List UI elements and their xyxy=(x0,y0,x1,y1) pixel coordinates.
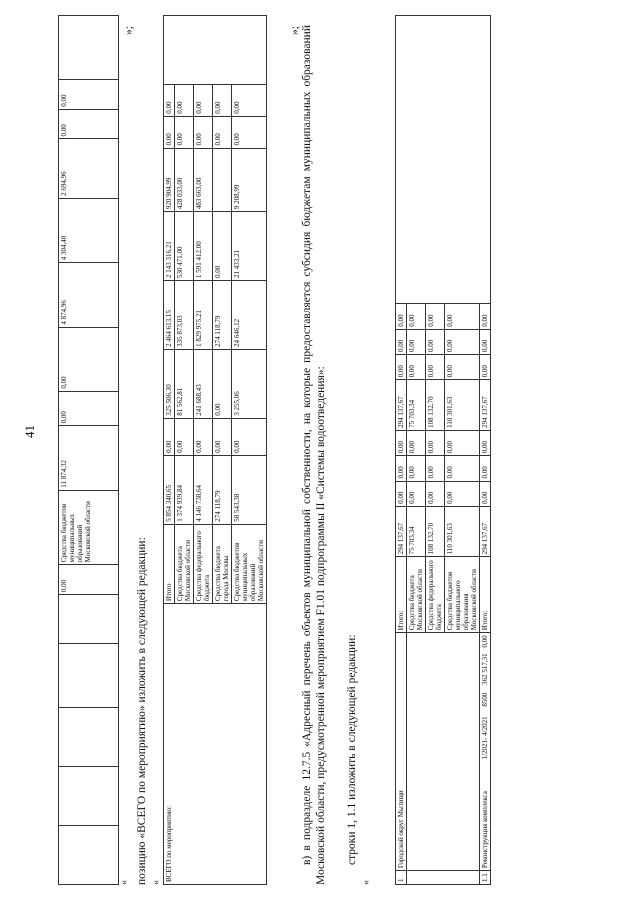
fin-cell: 0,00 xyxy=(480,481,491,506)
period-end: 4/2021 xyxy=(481,716,489,736)
zero-value: 0,00 xyxy=(481,635,489,648)
fin-cell: 75 703,34 xyxy=(407,506,426,557)
mid-cell: 0,00 xyxy=(213,84,232,116)
fin-cell: 0,00 xyxy=(426,304,445,329)
top-value: 4 304,40 xyxy=(59,198,119,262)
fin-cell: 0,00 xyxy=(396,304,407,329)
top-zero-cell: 0,00 xyxy=(59,565,119,595)
paragraph-total-position: позицию «ВСЕГО по мероприятию» изложить в следующей редакции: xyxy=(136,537,148,885)
mid-cell: 81 562,81 xyxy=(175,349,194,418)
mid-cell: 0,00 xyxy=(194,84,213,116)
mid-row-label: Средства федерального бюджета xyxy=(194,524,213,603)
bottom-open-quote: « xyxy=(361,880,372,885)
fin-cell: 0,00 xyxy=(426,355,445,380)
fin-cell: 0,00 xyxy=(426,430,445,455)
mid-row-label: Средства бюджета Московской области xyxy=(175,524,194,603)
fin-cell: 0,00 xyxy=(445,481,480,506)
mid-cell: 58 543,38 xyxy=(232,455,267,524)
fin-cell: 0,00 xyxy=(445,430,480,455)
mid-cell: 241 688,43 xyxy=(194,349,213,418)
mid-cell: 0,00 xyxy=(232,116,267,148)
fin-cell: 0,00 xyxy=(407,481,426,506)
mid-row-label: Средства бюджетов муниципальных образований Московской области xyxy=(232,524,267,603)
row-number: 1 xyxy=(396,871,407,885)
fin-cell: 0,00 xyxy=(396,329,407,354)
fin-cell: 0,00 xyxy=(480,304,491,329)
fin-label: Средства бюджета Московской области xyxy=(407,557,426,633)
mid-cell: 0,00 xyxy=(194,116,213,148)
mid-cell: 530 471,00 xyxy=(175,212,194,281)
mid-cell: 920 904,99 xyxy=(164,148,175,212)
cost: 362 517,31 xyxy=(481,653,489,685)
mid-cell: 274 118,79 xyxy=(213,455,232,524)
mid-row-label: Итого xyxy=(164,524,175,603)
fin-cell: 294 137,67 xyxy=(396,380,407,431)
fin-cell: 0,00 xyxy=(445,355,480,380)
mid-cell: 325 506,30 xyxy=(164,349,175,418)
top-value: 2 694,96 xyxy=(59,139,119,198)
top-close-quote: »; xyxy=(123,26,135,35)
fin-cell: 0,00 xyxy=(445,329,480,354)
mid-cell: 0,00 xyxy=(194,418,213,455)
paragraph-subsection: в) в подразделе 12.7.5 «Адресный перечень объектов муниципальной собственности, на которые предоставляется субсидия бюджетам муниципальных образований Московской области, предусмотренной мероприятием F1.01 подпрограммы II «Системы водоотведения»: xyxy=(301,25,327,885)
mid-cell: 0,00 xyxy=(175,116,194,148)
fin-cell: 110 301,63 xyxy=(445,506,480,557)
capacity: 8500 xyxy=(481,692,489,707)
mid-cell: 21 433,21 xyxy=(232,212,267,281)
top-value: 4 874,96 xyxy=(59,263,119,327)
mid-cell: 335 873,03 xyxy=(175,281,194,350)
mid-cell: 24 646,12 xyxy=(232,281,267,350)
fin-cell: 0,00 xyxy=(396,481,407,506)
top-value: 0,00 xyxy=(59,80,119,110)
top-value: 0,00 xyxy=(59,109,119,139)
top-table xyxy=(58,15,119,885)
mid-cell: 0,00 xyxy=(213,418,232,455)
fin-cell: 0,00 xyxy=(480,329,491,354)
mid-cell: 0,00 xyxy=(175,84,194,116)
fin-cell: 0,00 xyxy=(407,355,426,380)
mid-cell: 0,00 xyxy=(164,116,175,148)
mid-row-label: Средства бюджета города Москвы xyxy=(213,524,232,603)
fin-label: Итого: xyxy=(396,557,407,633)
mid-cell: 0,00 xyxy=(213,116,232,148)
fin-cell: 0,00 xyxy=(407,329,426,354)
top-open-quote: « xyxy=(119,880,130,885)
fin-cell: 0,00 xyxy=(407,430,426,455)
fin-cell: 0,00 xyxy=(407,456,426,481)
mid-cell: 4 146 738,64 xyxy=(194,455,213,524)
fin-cell: 0,00 xyxy=(426,481,445,506)
fin-cell: 0,00 xyxy=(426,456,445,481)
mid-cell: 0,00 xyxy=(232,418,267,455)
mid-cell: 0,00 xyxy=(213,349,232,418)
mid-cell: 1 829 975,21 xyxy=(194,281,213,350)
mid-cell: 0,00 xyxy=(164,84,175,116)
object-name: Городской округ Мытищи xyxy=(396,633,407,871)
mid-cell: 1 591 412,00 xyxy=(194,212,213,281)
mid-cell: 274 118,79 xyxy=(213,281,232,350)
bottom-table xyxy=(395,15,491,885)
fin-cell: 0,00 xyxy=(445,456,480,481)
page-number: 41 xyxy=(22,425,37,438)
fin-cell: 294 137,67 xyxy=(480,506,491,557)
paragraph-rows: строки 1, 1.1 изложить в следующей редакции: xyxy=(346,634,358,865)
mid-cell: 0,00 xyxy=(175,418,194,455)
fin-cell: 75 703,34 xyxy=(407,380,426,431)
mid-close-quote: »; xyxy=(289,26,301,35)
fin-cell: 110 301,63 xyxy=(445,380,480,431)
mid-table xyxy=(163,15,267,885)
mid-cell xyxy=(213,148,232,212)
fin-cell: 0,00 xyxy=(426,329,445,354)
fin-cell: 0,00 xyxy=(396,355,407,380)
mid-open-quote: « xyxy=(151,880,162,885)
fin-label: Средства бюджетов муниципального образования Московской области xyxy=(445,557,480,633)
fin-cell: 0,00 xyxy=(480,430,491,455)
top-value: 0,00 xyxy=(59,391,119,426)
fin-cell: 294 137,67 xyxy=(480,380,491,431)
fin-cell: 0,00 xyxy=(480,456,491,481)
mid-cell: 0,00 xyxy=(213,212,232,281)
mid-cell: 9 208,99 xyxy=(232,148,267,212)
object-name-cell xyxy=(480,633,491,871)
fin-cell: 0,00 xyxy=(407,304,426,329)
top-value: 11 874,32 xyxy=(59,426,119,490)
period-start: 1/2021- xyxy=(481,737,489,760)
mid-cell: 2 143 316,21 xyxy=(164,212,175,281)
fin-cell: 0,00 xyxy=(396,430,407,455)
fin-cell: 108 132,70 xyxy=(426,380,445,431)
row-number: 1.1 xyxy=(480,871,491,885)
mid-cell: 0,00 xyxy=(232,84,267,116)
top-value: 0,00 xyxy=(59,327,119,391)
fin-cell: 0,00 xyxy=(396,456,407,481)
fin-cell: 0,00 xyxy=(480,355,491,380)
mid-cell: 3 255,06 xyxy=(232,349,267,418)
mid-cell: 483 663,00 xyxy=(194,148,213,212)
fin-cell: 294 137,67 xyxy=(396,506,407,557)
top-label-cell: Средства бюджетов муниципальных образований Московской области xyxy=(59,490,119,565)
mid-cell: 428 033,00 xyxy=(175,148,194,212)
object-name: Реконструкция комплекса xyxy=(481,791,489,869)
fin-label: Средства федерального бюджета xyxy=(426,557,445,633)
mid-cell: 1 374 939,84 xyxy=(175,455,194,524)
mid-cell: 0,00 xyxy=(164,418,175,455)
mid-cell: 2 464 613,15 xyxy=(164,281,175,350)
mid-cell: 5 854 340,65 xyxy=(164,455,175,524)
fin-cell: 0,00 xyxy=(445,304,480,329)
fin-label: Итого: xyxy=(480,557,491,633)
fin-cell: 108 132,70 xyxy=(426,506,445,557)
mid-title: ВСЕГО по мероприятию: xyxy=(164,604,267,885)
